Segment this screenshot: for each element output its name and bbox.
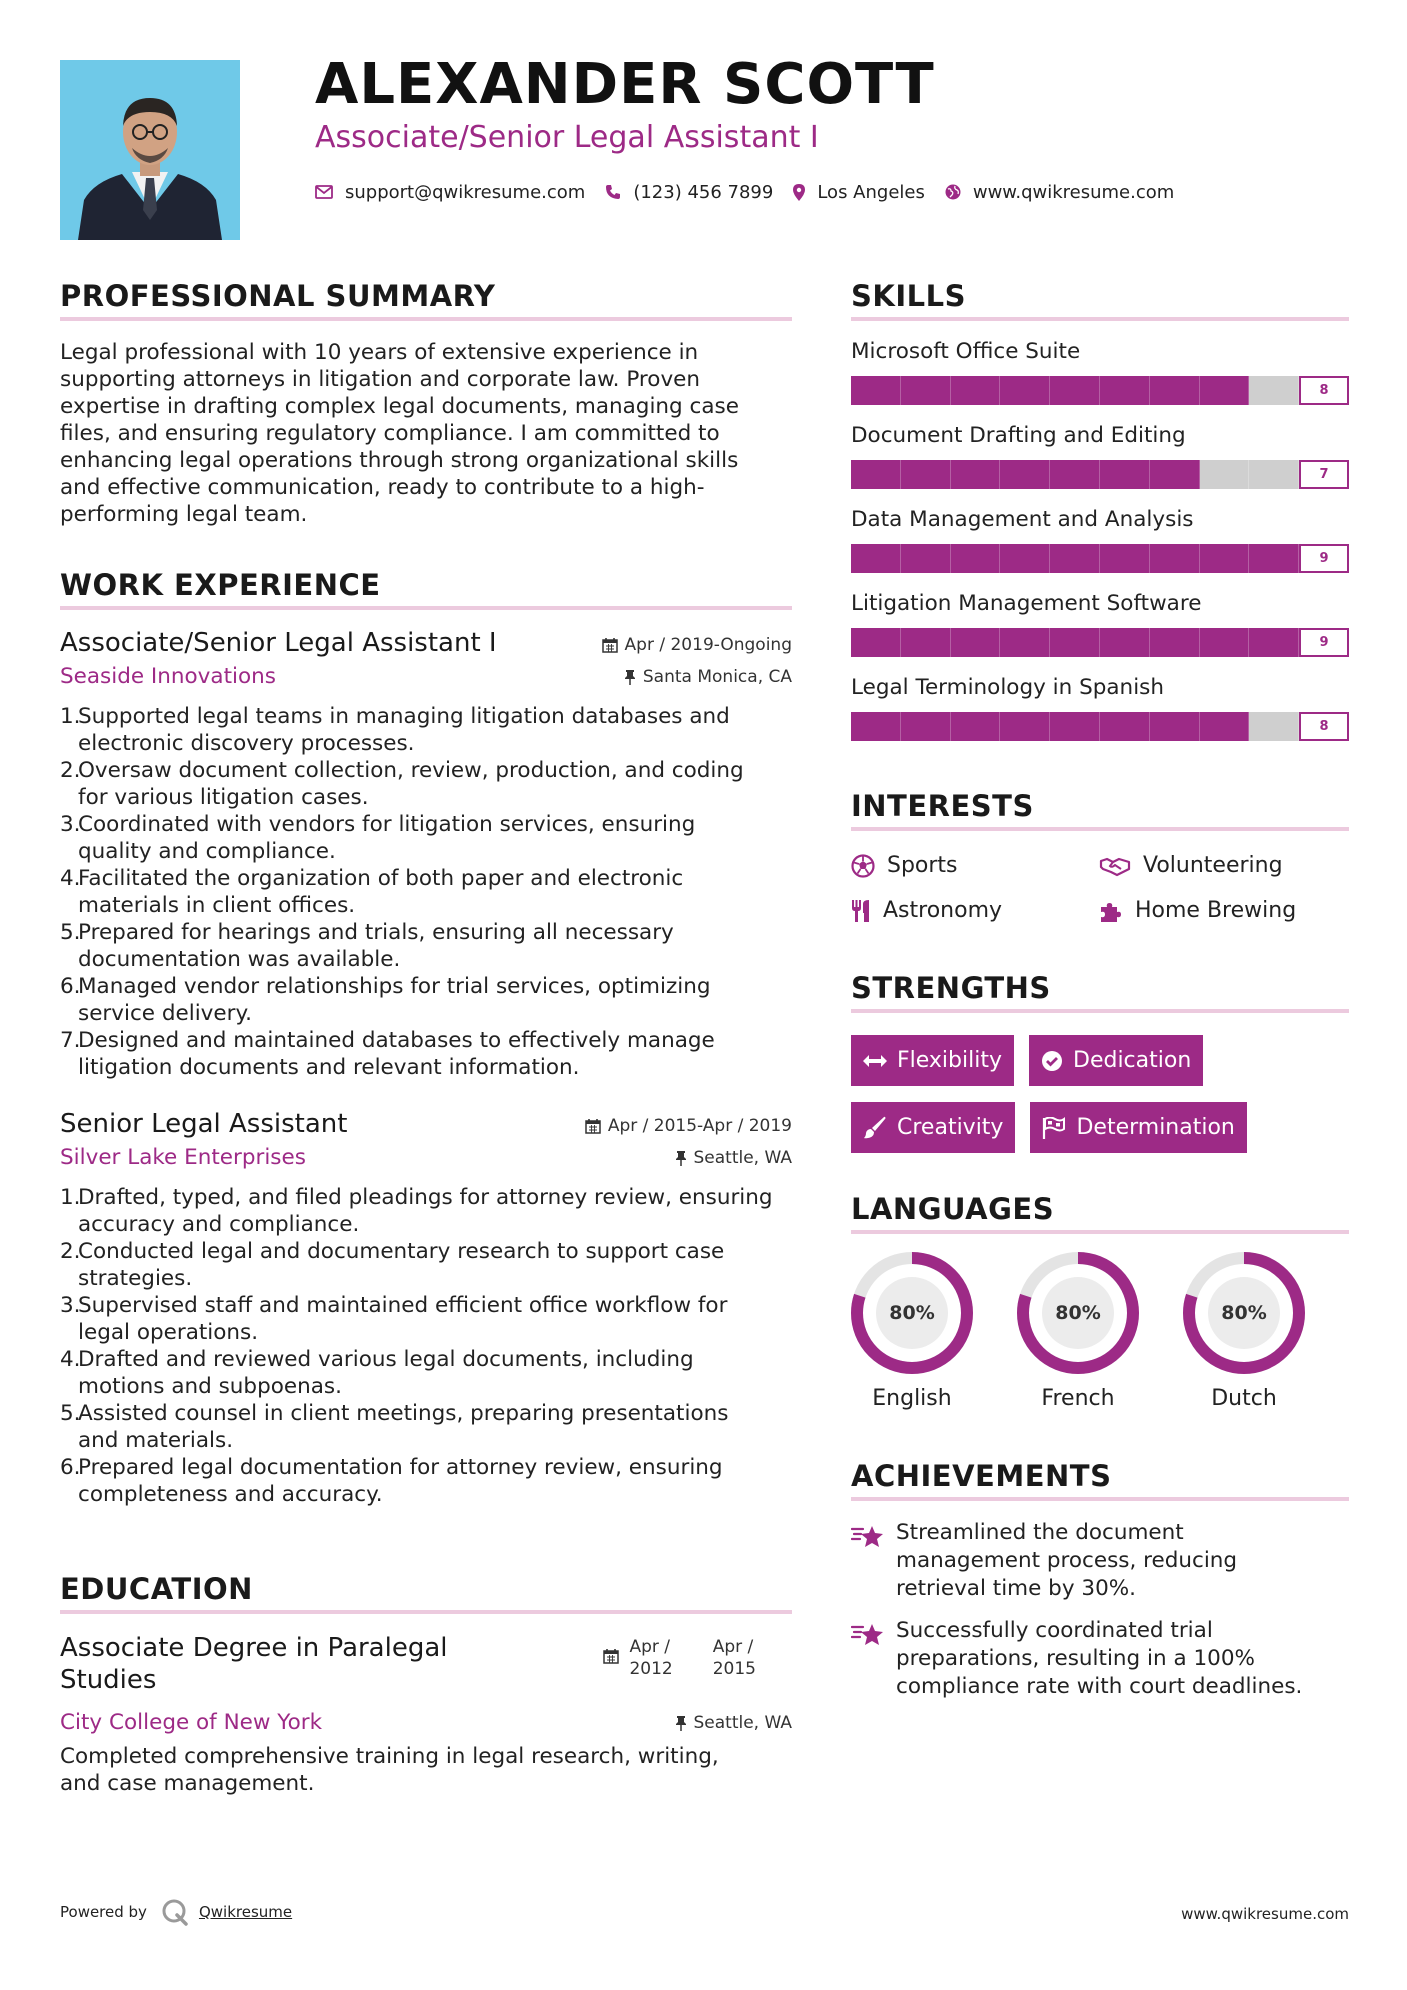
contact-phone[interactable] <box>605 182 773 203</box>
bullet-item: 2. Conducted legal and documentary research to support case strategies. <box>60 1239 725 1291</box>
strength-tag: Creativity <box>851 1102 1015 1153</box>
skill-bar-filled-segment <box>951 460 1001 489</box>
globe-icon <box>945 184 961 200</box>
candidate-name: ALEXANDER SCOTT <box>315 52 935 117</box>
skill-bar-filled-segment <box>1100 544 1150 573</box>
education-description: Completed comprehensive training in legal research, writing, and case management. <box>60 1744 719 1796</box>
job-title: Associate/Senior Legal Assistant I <box>60 628 497 658</box>
job-location: Santa Monica, CA <box>624 667 792 687</box>
education-start-date: Apr / 2012 <box>629 1637 673 1679</box>
bullet-item: 7. Designed and maintained databases to effectively manage litigation documents and relevant information. <box>60 1028 715 1080</box>
skill-bar-filled-segment <box>1150 376 1200 405</box>
skill-bar-filled-segment <box>851 628 901 657</box>
map-pin-icon <box>793 184 805 201</box>
puzzle-icon <box>1099 899 1123 923</box>
skill-bar-filled-segment <box>1200 544 1250 573</box>
skill-bar <box>851 376 1349 405</box>
skill-bar-filled-segment <box>1000 712 1050 741</box>
skill-bar-filled-segment <box>1150 628 1200 657</box>
calendar-icon <box>602 637 618 653</box>
job-bullets <box>60 1184 792 1508</box>
skill-bar-filled-segment <box>1150 544 1200 573</box>
skill-name: Microsoft Office Suite <box>851 339 1081 364</box>
language-name: Dutch <box>1211 1386 1277 1411</box>
section-title-education: EDUCATION <box>60 1568 792 1614</box>
soccer-ball-icon <box>851 854 875 878</box>
job-dates: Apr / 2015-Apr / 2019 <box>585 1116 792 1136</box>
language-name: English <box>872 1386 952 1411</box>
contact-website[interactable] <box>945 182 1174 203</box>
pushpin-icon <box>675 1715 687 1731</box>
right-column <box>851 275 1349 1701</box>
section-title-summary: PROFESSIONAL SUMMARY <box>60 275 792 321</box>
skill-score: 7 <box>1299 460 1349 489</box>
strength-tag: Flexibility <box>851 1035 1014 1086</box>
pushpin-icon <box>675 1150 687 1166</box>
svg-text:80%: 80% <box>1055 1302 1101 1324</box>
skill-bar-filled-segment <box>1000 544 1050 573</box>
achievement-item: Successfully coordinated trial preparations, resulting in a 100% compliance rate with court deadlines. <box>851 1617 1349 1701</box>
skill-bar-filled-segment <box>1249 628 1299 657</box>
handshake-icon <box>1099 855 1131 877</box>
skill-bar-empty-segment <box>1249 376 1299 405</box>
skill-bar-filled-segment <box>1200 376 1250 405</box>
footer-powered-by: Powered by Qwikresume <box>60 1898 292 1926</box>
skill-name: Litigation Management Software <box>851 591 1202 616</box>
bullet-item: 4. Drafted and reviewed various legal documents, including motions and subpoenas. <box>60 1347 694 1399</box>
bullet-item: 5. Prepared for hearings and trials, ensuring all necessary documentation was available. <box>60 920 674 972</box>
degree-title: Associate Degree in Paralegal Studies <box>60 1633 448 1695</box>
bullet-item: 6. Prepared legal documentation for attorney review, ensuring completeness and accuracy. <box>60 1455 723 1507</box>
skill-score: 8 <box>1299 712 1349 741</box>
bullet-item: 6. Managed vendor relationships for trial services, optimizing service delivery. <box>60 974 711 1026</box>
bullet-item: 3. Coordinated with vendors for litigation services, ensuring quality and compliance. <box>60 812 696 864</box>
education-location: Seattle, WA <box>675 1713 793 1733</box>
strength-tag: Determination <box>1030 1102 1246 1153</box>
education-dates <box>603 1636 792 1680</box>
envelope-icon <box>315 185 333 199</box>
skill-bar <box>851 544 1349 573</box>
flag-icon <box>1042 1117 1066 1139</box>
calendar-icon <box>585 1118 601 1134</box>
skill-bar-filled-segment <box>851 544 901 573</box>
skill-score: 9 <box>1299 628 1349 657</box>
achievement-item: Streamlined the document management process, reducing retrieval time by 30%. <box>851 1519 1349 1603</box>
interest-item: Home Brewing <box>1099 898 1349 923</box>
skill-bar-filled-segment <box>1200 628 1250 657</box>
education-entry <box>60 1632 792 1797</box>
skill-bar-filled-segment <box>1249 544 1299 573</box>
company-name: Silver Lake Enterprises <box>60 1145 306 1170</box>
job-bullets <box>60 703 792 1081</box>
skill-bar-filled-segment <box>901 544 951 573</box>
skill-bar-filled-segment <box>951 376 1001 405</box>
bullet-item: 4. Facilitated the organization of both paper and electronic materials in client offices. <box>60 866 684 918</box>
skill-bar-filled-segment <box>1100 628 1150 657</box>
job-dates: Apr / 2019-Ongoing <box>602 635 792 655</box>
arrows-horizontal-icon <box>863 1054 887 1068</box>
skill-bar-filled-segment <box>951 544 1001 573</box>
language-item <box>1183 1252 1349 1411</box>
bullet-item: 1. Supported legal teams in managing litigation databases and electronic discovery processes. <box>60 704 730 756</box>
svg-text:80%: 80% <box>889 1302 935 1324</box>
language-item <box>851 1252 1017 1411</box>
location-text: Los Angeles <box>817 181 925 203</box>
skill-bar-filled-segment <box>901 712 951 741</box>
job-entry <box>60 1109 792 1508</box>
skill-bar-filled-segment <box>851 376 901 405</box>
utensils-icon <box>851 899 871 923</box>
phone-text: (123) 456 7899 <box>633 181 774 203</box>
skill-bar-filled-segment <box>1150 712 1200 741</box>
school-name: City College of New York <box>60 1710 323 1735</box>
skill-bar-filled-segment <box>851 712 901 741</box>
skill-bar <box>851 628 1349 657</box>
skill-bar-empty-segment <box>1249 712 1299 741</box>
contact-bar <box>315 178 1194 206</box>
job-entry <box>60 628 792 1081</box>
section-title-languages: LANGUAGES <box>851 1188 1349 1234</box>
interests-list <box>851 853 1349 923</box>
skill-score: 9 <box>1299 544 1349 573</box>
skill-bar-filled-segment <box>901 628 951 657</box>
skill-name: Legal Terminology in Spanish <box>851 675 1164 700</box>
skill-bar-empty-segment <box>1249 460 1299 489</box>
language-progress-ring <box>1183 1252 1305 1374</box>
skills-list <box>851 339 1349 741</box>
skill-score: 8 <box>1299 376 1349 405</box>
education-end-date: Apr / 2015 <box>712 1637 756 1679</box>
job-location: Seattle, WA <box>675 1148 793 1168</box>
contact-email[interactable] <box>315 182 585 203</box>
shooting-star-icon <box>851 1523 885 1549</box>
contact-location <box>793 182 925 203</box>
section-title-skills: SKILLS <box>851 275 1349 321</box>
email-text: support@qwikresume.com <box>345 181 586 203</box>
interest-item: Sports <box>851 853 1099 878</box>
check-circle-icon <box>1041 1050 1063 1072</box>
skill-bar-filled-segment <box>851 460 901 489</box>
language-name: French <box>1041 1386 1115 1411</box>
pushpin-icon <box>624 669 636 685</box>
skill-bar-filled-segment <box>1050 712 1100 741</box>
skill-bar-filled-segment <box>1000 628 1050 657</box>
skill-bar-empty-segment <box>1200 460 1250 489</box>
bullet-item: 3. Supervised staff and maintained efficient office workflow for legal operations. <box>60 1293 728 1345</box>
skill-bar-filled-segment <box>1100 376 1150 405</box>
bullet-item: 5. Assisted counsel in client meetings, preparing presentations and materials. <box>60 1401 729 1453</box>
section-title-interests: INTERESTS <box>851 785 1349 831</box>
language-progress-ring <box>851 1252 973 1374</box>
language-item <box>1017 1252 1183 1411</box>
bullet-item: 2. Oversaw document collection, review, production, and coding for various litigation cases. <box>60 758 744 810</box>
skill-bar-filled-segment <box>1100 712 1150 741</box>
skill-bar-filled-segment <box>1050 460 1100 489</box>
website-text: www.qwikresume.com <box>972 181 1175 203</box>
skill-bar <box>851 712 1349 741</box>
skill-bar-filled-segment <box>951 628 1001 657</box>
footer-url[interactable]: www.qwikresume.com <box>1181 1905 1349 1923</box>
company-name: Seaside Innovations <box>60 664 276 689</box>
phone-icon <box>605 184 621 200</box>
skill-name: Data Management and Analysis <box>851 507 1194 532</box>
interest-item: Astronomy <box>851 898 1099 923</box>
paint-brush-icon <box>863 1116 887 1140</box>
skill-bar-filled-segment <box>1050 544 1100 573</box>
candidate-role: Associate/Senior Legal Assistant I <box>315 120 819 155</box>
skill-bar <box>851 460 1349 489</box>
strength-tag: Dedication <box>1029 1035 1203 1086</box>
section-title-achievements: ACHIEVEMENTS <box>851 1455 1349 1501</box>
skill-bar-filled-segment <box>1000 376 1050 405</box>
summary-text: Legal professional with 10 years of extensive experience in supporting attorneys in litigation and corporate law. Proven expertise in drafting complex legal documents, managing case files, and ensuring regulatory compliance. I am committed to enhancing legal operations through strong organizational skills and effective communication, ready to contribute to a high- performing legal team. <box>60 340 739 527</box>
skill-bar-filled-segment <box>951 712 1001 741</box>
skill-bar-filled-segment <box>1100 460 1150 489</box>
skill-bar-filled-segment <box>1200 712 1250 741</box>
svg-text:80%: 80% <box>1221 1302 1267 1324</box>
calendar-icon <box>603 1648 619 1664</box>
bullet-item: 1. Drafted, typed, and filed pleadings for attorney review, ensuring accuracy and compliance. <box>60 1185 773 1237</box>
section-title-strengths: STRENGTHS <box>851 967 1349 1013</box>
strengths-list <box>851 1035 1291 1153</box>
skill-bar-filled-segment <box>1000 460 1050 489</box>
footer-brand-link[interactable]: Qwikresume <box>198 1903 293 1921</box>
achievements-list <box>851 1519 1349 1701</box>
skill-bar-filled-segment <box>901 376 951 405</box>
language-progress-ring <box>1017 1252 1139 1374</box>
profile-photo <box>60 60 240 240</box>
left-column <box>60 275 792 1797</box>
skill-bar-filled-segment <box>1150 460 1200 489</box>
shooting-star-icon <box>851 1621 885 1647</box>
skill-bar-filled-segment <box>1050 376 1100 405</box>
section-title-experience: WORK EXPERIENCE <box>60 564 792 610</box>
interest-item: Volunteering <box>1099 853 1349 878</box>
skill-bar-filled-segment <box>1050 628 1100 657</box>
skill-name: Document Drafting and Editing <box>851 423 1186 448</box>
job-title: Senior Legal Assistant <box>60 1109 348 1139</box>
skill-bar-filled-segment <box>901 460 951 489</box>
qwikresume-logo-icon <box>161 1898 189 1926</box>
languages-list <box>851 1252 1349 1411</box>
